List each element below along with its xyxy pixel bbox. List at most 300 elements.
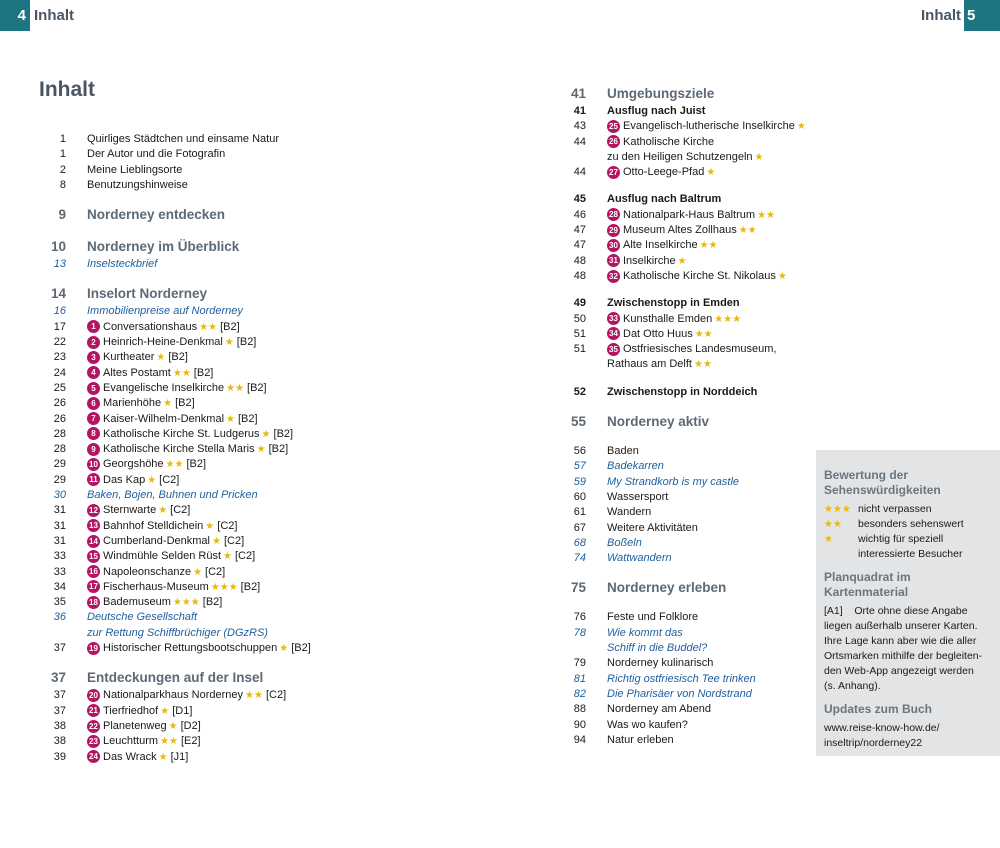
entry-title — [607, 656, 713, 671]
toc-entry[interactable] — [40, 719, 460, 734]
toc-entry[interactable] — [40, 549, 460, 564]
entry-title — [607, 150, 764, 165]
entry-title — [607, 475, 739, 490]
entry-title — [87, 734, 201, 749]
toc-entry[interactable] — [40, 163, 460, 178]
entry-text: Dat Otto Huus — [623, 327, 693, 340]
entry-title — [87, 427, 293, 442]
poi-number-badge: 16 — [87, 565, 100, 578]
page-number: 57 — [573, 460, 586, 473]
page-number: 76 — [573, 611, 586, 624]
toc-entry[interactable] — [560, 223, 820, 238]
entry-title — [87, 626, 268, 641]
toc-entry[interactable] — [560, 327, 820, 342]
star-rating-icon: ★ — [226, 413, 235, 425]
entry-title — [87, 442, 288, 457]
poi-number-badge: 32 — [607, 270, 620, 283]
left-running-title: Inhalt — [34, 7, 74, 24]
page-number: 44 — [573, 135, 586, 148]
entry-text: Wandern — [607, 506, 652, 519]
toc-entry[interactable] — [560, 521, 820, 536]
entry-title — [607, 444, 639, 459]
map-grid-reference: [C2] — [217, 519, 238, 532]
entry-text: Katholische Kirche — [623, 135, 715, 148]
page-number: 10 — [50, 239, 66, 255]
page-number: 56 — [573, 445, 586, 458]
entry-text: Ausflug nach Baltrum — [607, 193, 722, 206]
entry-text: Katholische Kirche St. Ludgerus — [103, 427, 260, 440]
toc-entry[interactable] — [560, 192, 820, 207]
page-number: 1 — [59, 133, 66, 145]
entry-title — [87, 284, 207, 304]
entry-text: Cumberland-Denkmal — [103, 534, 210, 547]
poi-number-badge: 31 — [607, 254, 620, 267]
toc-entry[interactable] — [40, 205, 460, 225]
poi-number-badge: 13 — [87, 519, 100, 532]
grid-title: Planquadrat im Kartenmaterial — [824, 570, 911, 599]
poi-number-badge: 14 — [87, 535, 100, 548]
toc-entry[interactable] — [40, 366, 460, 381]
toc-entry[interactable] — [40, 626, 460, 641]
page-number: 1 — [59, 148, 66, 161]
entry-text: Weitere Aktivitäten — [607, 521, 698, 534]
toc-entry[interactable] — [560, 135, 820, 150]
toc-entry[interactable] — [560, 702, 820, 717]
toc-entry[interactable] — [560, 733, 820, 748]
page-number: 51 — [573, 327, 586, 340]
poi-number-badge: 25 — [607, 120, 620, 133]
entry-text: Altes Postamt — [103, 366, 171, 379]
page-number: 9 — [58, 207, 66, 223]
entry-text: Norderney kulinarisch — [607, 657, 714, 670]
star-rating-icon: ★ — [158, 505, 168, 517]
toc-entry[interactable] — [40, 412, 460, 427]
entry-text: Deutsche Gesellschaft — [87, 611, 198, 624]
page-number: 82 — [573, 687, 586, 700]
entry-text: Nationalparkhaus Norderney — [103, 689, 244, 702]
grid-line-text: Ihre Lage kann aber wie die aller — [824, 635, 977, 647]
page-number: 46 — [573, 208, 586, 221]
toc-entry[interactable] — [40, 350, 460, 365]
star-rating-icon: ★ — [224, 337, 234, 349]
grid-line-text: (s. Anhang). — [824, 680, 881, 692]
page-number: 35 — [53, 596, 66, 609]
page-number: 33 — [53, 565, 66, 578]
entry-text: Napoleonschanze — [103, 565, 192, 578]
entry-text: Wattwandern — [607, 552, 672, 565]
poi-number-badge: 7 — [87, 412, 100, 425]
page-number: 22 — [53, 336, 66, 349]
entry-title — [607, 254, 687, 269]
page-number: 39 — [53, 750, 66, 763]
star-rating-icon: ★ — [156, 352, 166, 364]
toc-entry[interactable] — [40, 641, 460, 656]
entry-text: Norderney am Abend — [607, 703, 711, 716]
entry-text: Inselkirche — [623, 254, 676, 267]
page-number: 29 — [53, 458, 66, 471]
grid-line — [824, 649, 993, 664]
page-number: 51 — [573, 343, 586, 356]
legend-text: wichtig für speziell — [858, 533, 944, 545]
grid-line-text: liegen außerhalb unserer Karten. — [824, 620, 978, 632]
toc-entry[interactable] — [40, 457, 460, 472]
left-page-number: 4 — [0, 0, 30, 31]
poi-number-badge: 9 — [87, 443, 100, 456]
poi-number-badge: 17 — [87, 580, 100, 593]
page-number: 94 — [573, 733, 586, 746]
toc-entry[interactable] — [560, 444, 820, 459]
page-number: 29 — [53, 473, 66, 486]
grid-line — [824, 604, 993, 619]
toc-entry[interactable] — [560, 165, 820, 180]
entry-title — [87, 178, 188, 193]
star-rating-icon: ★ — [193, 566, 203, 578]
page-number: 44 — [573, 166, 586, 179]
poi-number-badge: 2 — [87, 336, 100, 349]
toc-entry[interactable] — [40, 565, 460, 580]
map-grid-reference: [C2] — [159, 473, 180, 486]
grid-line-text: den Web-App angezeigt werden — [824, 665, 974, 677]
entry-text: Meine Lieblingsorte — [87, 163, 183, 176]
entry-title — [87, 473, 179, 488]
page-number: 33 — [53, 550, 66, 563]
toc-entry[interactable] — [40, 734, 460, 749]
page-number: 49 — [573, 297, 586, 310]
entry-text: Bademuseum — [103, 596, 171, 609]
entry-text: Leuchtturm — [103, 735, 159, 748]
toc-entry[interactable] — [560, 104, 820, 119]
toc-entry[interactable] — [560, 342, 820, 357]
toc-entry[interactable] — [560, 578, 820, 598]
entry-title — [607, 536, 642, 551]
map-grid-reference: [B2] — [202, 596, 223, 609]
entry-text: Das Kap — [103, 473, 146, 486]
toc-entry[interactable] — [560, 718, 820, 733]
toc-right-column — [560, 84, 820, 748]
map-grid-reference: [C2] — [234, 550, 256, 563]
toc-entry[interactable] — [40, 284, 460, 304]
toc-entry[interactable] — [560, 610, 820, 625]
page-number: 25 — [53, 381, 66, 394]
toc-entry[interactable] — [560, 626, 820, 641]
toc-entry[interactable] — [40, 132, 460, 147]
page-number: 88 — [573, 703, 586, 716]
entry-text: Norderney aktiv — [607, 414, 710, 430]
entry-text: Museum Altes Zollhaus — [623, 224, 737, 237]
grid-line — [824, 634, 993, 649]
entry-title — [607, 104, 705, 119]
page-number: 36 — [53, 611, 66, 624]
toc-entry[interactable] — [560, 536, 820, 551]
map-grid-reference: [B2] — [175, 397, 195, 410]
page-number: 31 — [53, 534, 66, 547]
entry-text: Boßeln — [607, 536, 642, 549]
toc-entry[interactable] — [40, 473, 460, 488]
toc-entry[interactable] — [560, 269, 820, 284]
toc-entry[interactable] — [560, 412, 820, 432]
map-grid-reference: [B2] — [268, 443, 289, 456]
toc-entry[interactable] — [560, 490, 820, 505]
entry-title — [87, 503, 190, 518]
entry-title — [87, 163, 182, 178]
toc-entry[interactable] — [560, 312, 820, 327]
page-number: 47 — [573, 239, 586, 252]
page-number: 48 — [573, 254, 586, 267]
entry-title — [87, 205, 225, 225]
toc-entry[interactable] — [40, 381, 460, 396]
toc-entry[interactable] — [560, 475, 820, 490]
star-legend — [824, 502, 993, 562]
star-rating-icon — [824, 547, 858, 562]
toc-entry[interactable] — [560, 672, 820, 687]
star-rating-icon: ★★ — [172, 367, 191, 379]
toc-entry[interactable] — [40, 335, 460, 350]
poi-number-badge: 33 — [607, 312, 620, 325]
entry-text: Alte Inselkirche — [623, 239, 698, 252]
entry-title — [607, 208, 775, 223]
entry-text: Heinrich-Heine-Denkmal — [103, 336, 223, 349]
right-page-number: 5 — [964, 0, 1000, 31]
entry-text: Norderney im Überblick — [87, 239, 240, 255]
poi-number-badge: 12 — [87, 504, 100, 517]
page-number: 48 — [573, 269, 586, 282]
star-rating-icon: ★ — [777, 270, 787, 282]
toc-entry[interactable] — [560, 296, 820, 311]
page-number: 75 — [570, 580, 586, 596]
entry-text: Entdeckungen auf der Insel — [87, 670, 264, 686]
poi-number-badge: 4 — [87, 366, 100, 379]
poi-number-badge: 8 — [87, 427, 100, 440]
entry-title — [87, 304, 243, 319]
page-number: 61 — [573, 506, 586, 519]
poi-number-badge: 20 — [87, 689, 100, 702]
entry-title — [607, 505, 651, 520]
toc-entry[interactable] — [40, 610, 460, 625]
rating-title-line: Bewertung der — [824, 468, 909, 482]
left-page-header — [0, 0, 74, 31]
poi-number-badge: 28 — [607, 208, 620, 221]
star-rating-icon: ★★ — [694, 328, 713, 340]
toc-entry[interactable] — [40, 257, 460, 272]
page-number: 28 — [53, 427, 66, 440]
toc-entry[interactable] — [40, 178, 460, 193]
toc-entry[interactable] — [40, 688, 460, 703]
entry-text: Otto-Leege-Pfad — [623, 166, 705, 179]
rating-title-line: Sehenswürdigkeiten — [824, 483, 941, 497]
entry-text: My Strandkorb is my castle — [607, 475, 740, 488]
grid-line — [824, 619, 993, 634]
toc-entry[interactable] — [40, 427, 460, 442]
map-grid-reference: [E2] — [180, 735, 201, 748]
entry-text: Richtig ostfriesisch Tee trinken — [607, 672, 756, 685]
right-page-header — [921, 0, 1000, 31]
entry-title — [607, 296, 740, 311]
page-number: 43 — [573, 120, 586, 133]
grid-code: [A1] — [824, 605, 843, 617]
star-rating-icon: ★★★ — [714, 313, 742, 325]
toc-entry[interactable] — [560, 84, 820, 104]
toc-entry[interactable] — [40, 396, 460, 411]
entry-text: Katholische Kirche St. Nikolaus — [623, 269, 776, 282]
entry-title — [607, 119, 806, 134]
entry-text: Der Autor und die Fotografin — [87, 148, 226, 161]
toc-entry[interactable] — [40, 534, 460, 549]
entry-text: Quirliges Städtchen und einsame Natur — [87, 133, 279, 145]
poi-number-badge: 26 — [607, 135, 620, 148]
toc-entry[interactable] — [560, 254, 820, 269]
toc-entry[interactable] — [560, 238, 820, 253]
toc-entry[interactable] — [40, 668, 460, 688]
entry-text: Feste und Folklore — [607, 611, 699, 624]
toc-entry[interactable] — [40, 503, 460, 518]
page-number: 41 — [570, 86, 586, 101]
map-grid-reference: [B2] — [238, 412, 258, 425]
toc-entry[interactable] — [40, 147, 460, 162]
map-grid-reference: [D1] — [172, 704, 193, 717]
page-number: 34 — [53, 580, 66, 593]
toc-entry[interactable] — [40, 595, 460, 610]
entry-title — [607, 687, 752, 702]
star-rating-icon: ★ — [205, 520, 215, 532]
toc-entry[interactable] — [560, 459, 820, 474]
star-rating-icon: ★★ — [824, 519, 842, 530]
map-grid-reference: [B2] — [168, 351, 188, 364]
entry-text: Wie kommt das — [607, 626, 683, 639]
toc-entry[interactable] — [40, 750, 460, 765]
poi-number-badge: 27 — [607, 166, 620, 179]
entry-title — [87, 580, 260, 595]
spacer — [560, 432, 820, 444]
entry-title — [607, 490, 668, 505]
entry-title — [607, 459, 664, 474]
page-number: 24 — [53, 366, 66, 379]
poi-number-badge: 15 — [87, 550, 100, 563]
entry-title — [607, 165, 715, 180]
star-rating-icon: ★ — [160, 705, 170, 717]
star-rating-icon: ★★ — [693, 359, 712, 371]
entry-title — [607, 385, 757, 400]
entry-text: Das Wrack — [103, 750, 157, 763]
toc-entry[interactable] — [560, 687, 820, 702]
map-grid-reference: [C2] — [265, 689, 287, 702]
entry-title — [87, 320, 240, 335]
entry-title — [87, 719, 201, 734]
entry-title — [607, 551, 672, 566]
toc-entry[interactable] — [40, 442, 460, 457]
toc-entry[interactable] — [40, 488, 460, 503]
entry-title — [607, 223, 757, 238]
page-number: 68 — [573, 536, 586, 549]
entry-text: Schiff in die Buddel? — [607, 642, 708, 655]
star-rating-icon: ★ — [824, 534, 833, 545]
page-number: 30 — [53, 489, 66, 502]
page-title: Inhalt — [39, 78, 95, 101]
entry-text: Sternwarte — [103, 504, 157, 517]
entry-title — [607, 733, 674, 748]
entry-title — [87, 704, 192, 719]
toc-entry[interactable] — [560, 641, 820, 656]
toc-entry[interactable] — [560, 505, 820, 520]
star-rating-icon: ★★ — [226, 382, 245, 394]
map-grid-reference: [B2] — [186, 458, 207, 471]
entry-title — [607, 192, 721, 207]
star-rating-icon: ★ — [212, 535, 221, 547]
entry-title — [607, 702, 711, 717]
toc-entry[interactable] — [40, 304, 460, 319]
toc-entry[interactable] — [40, 320, 460, 335]
entry-title — [87, 412, 258, 427]
toc-entry[interactable] — [560, 119, 820, 134]
entry-text: Ausflug nach Juist — [607, 105, 706, 117]
entry-title — [87, 257, 157, 272]
page-number: 31 — [53, 519, 66, 532]
spacer — [560, 180, 820, 192]
toc-entry[interactable] — [560, 656, 820, 671]
entry-text: Marienhöhe — [103, 397, 162, 410]
legend-row — [824, 547, 993, 562]
toc-entry[interactable] — [560, 551, 820, 566]
map-grid-reference: [B2] — [240, 580, 261, 593]
entry-title — [87, 610, 197, 625]
page-number: 16 — [53, 305, 66, 318]
poi-number-badge: 1 — [87, 320, 100, 333]
url-line: www.reise-know-how.de/ — [824, 722, 940, 734]
entry-title — [87, 237, 239, 257]
entry-text: Immobilienpreise auf Norderney — [87, 305, 243, 318]
map-grid-reference: [B2] — [220, 320, 240, 333]
grid-line-text: Ortsmarken mithilfe der begleiten- — [824, 650, 983, 662]
updates-title: Updates zum Buch — [824, 702, 933, 716]
toc-entry[interactable] — [40, 237, 460, 257]
poi-number-badge: 23 — [87, 735, 100, 748]
star-rating-icon: ★ — [677, 255, 687, 267]
map-grid-reference: [B2] — [236, 336, 257, 349]
toc-entry[interactable] — [40, 580, 460, 595]
page-number: 31 — [53, 504, 66, 517]
page-number: 17 — [53, 320, 66, 333]
entry-title — [607, 269, 787, 284]
toc-entry[interactable] — [40, 519, 460, 534]
spacer — [560, 373, 820, 385]
toc-entry[interactable] — [560, 385, 820, 400]
spacer — [40, 193, 460, 205]
star-rating-icon: ★ — [158, 751, 168, 763]
entry-text: Evangelische Inselkirche — [103, 381, 225, 394]
entry-title — [607, 578, 726, 598]
entry-text: Kurtheater — [103, 351, 155, 364]
entry-title — [87, 457, 206, 472]
page-number: 37 — [53, 642, 66, 655]
star-rating-icon: ★ — [706, 167, 716, 179]
star-rating-icon: ★ — [163, 398, 173, 410]
poi-number-badge: 5 — [87, 382, 100, 395]
page-number: 50 — [573, 312, 586, 325]
entry-title — [87, 381, 267, 396]
page-number: 81 — [573, 672, 586, 685]
star-rating-icon: ★ — [796, 121, 806, 133]
entry-title — [607, 312, 741, 327]
legend-row — [824, 502, 993, 517]
page-number: 8 — [59, 178, 66, 191]
page-number: 37 — [53, 704, 66, 717]
map-grid-reference: [B2] — [193, 366, 214, 379]
toc-entry[interactable] — [40, 704, 460, 719]
toc-entry[interactable] — [560, 208, 820, 223]
page-number: 79 — [573, 657, 586, 670]
entry-text: Georgshöhe — [103, 458, 164, 471]
entry-title — [87, 488, 258, 503]
legend-text: besonders sehenswert — [858, 518, 964, 530]
